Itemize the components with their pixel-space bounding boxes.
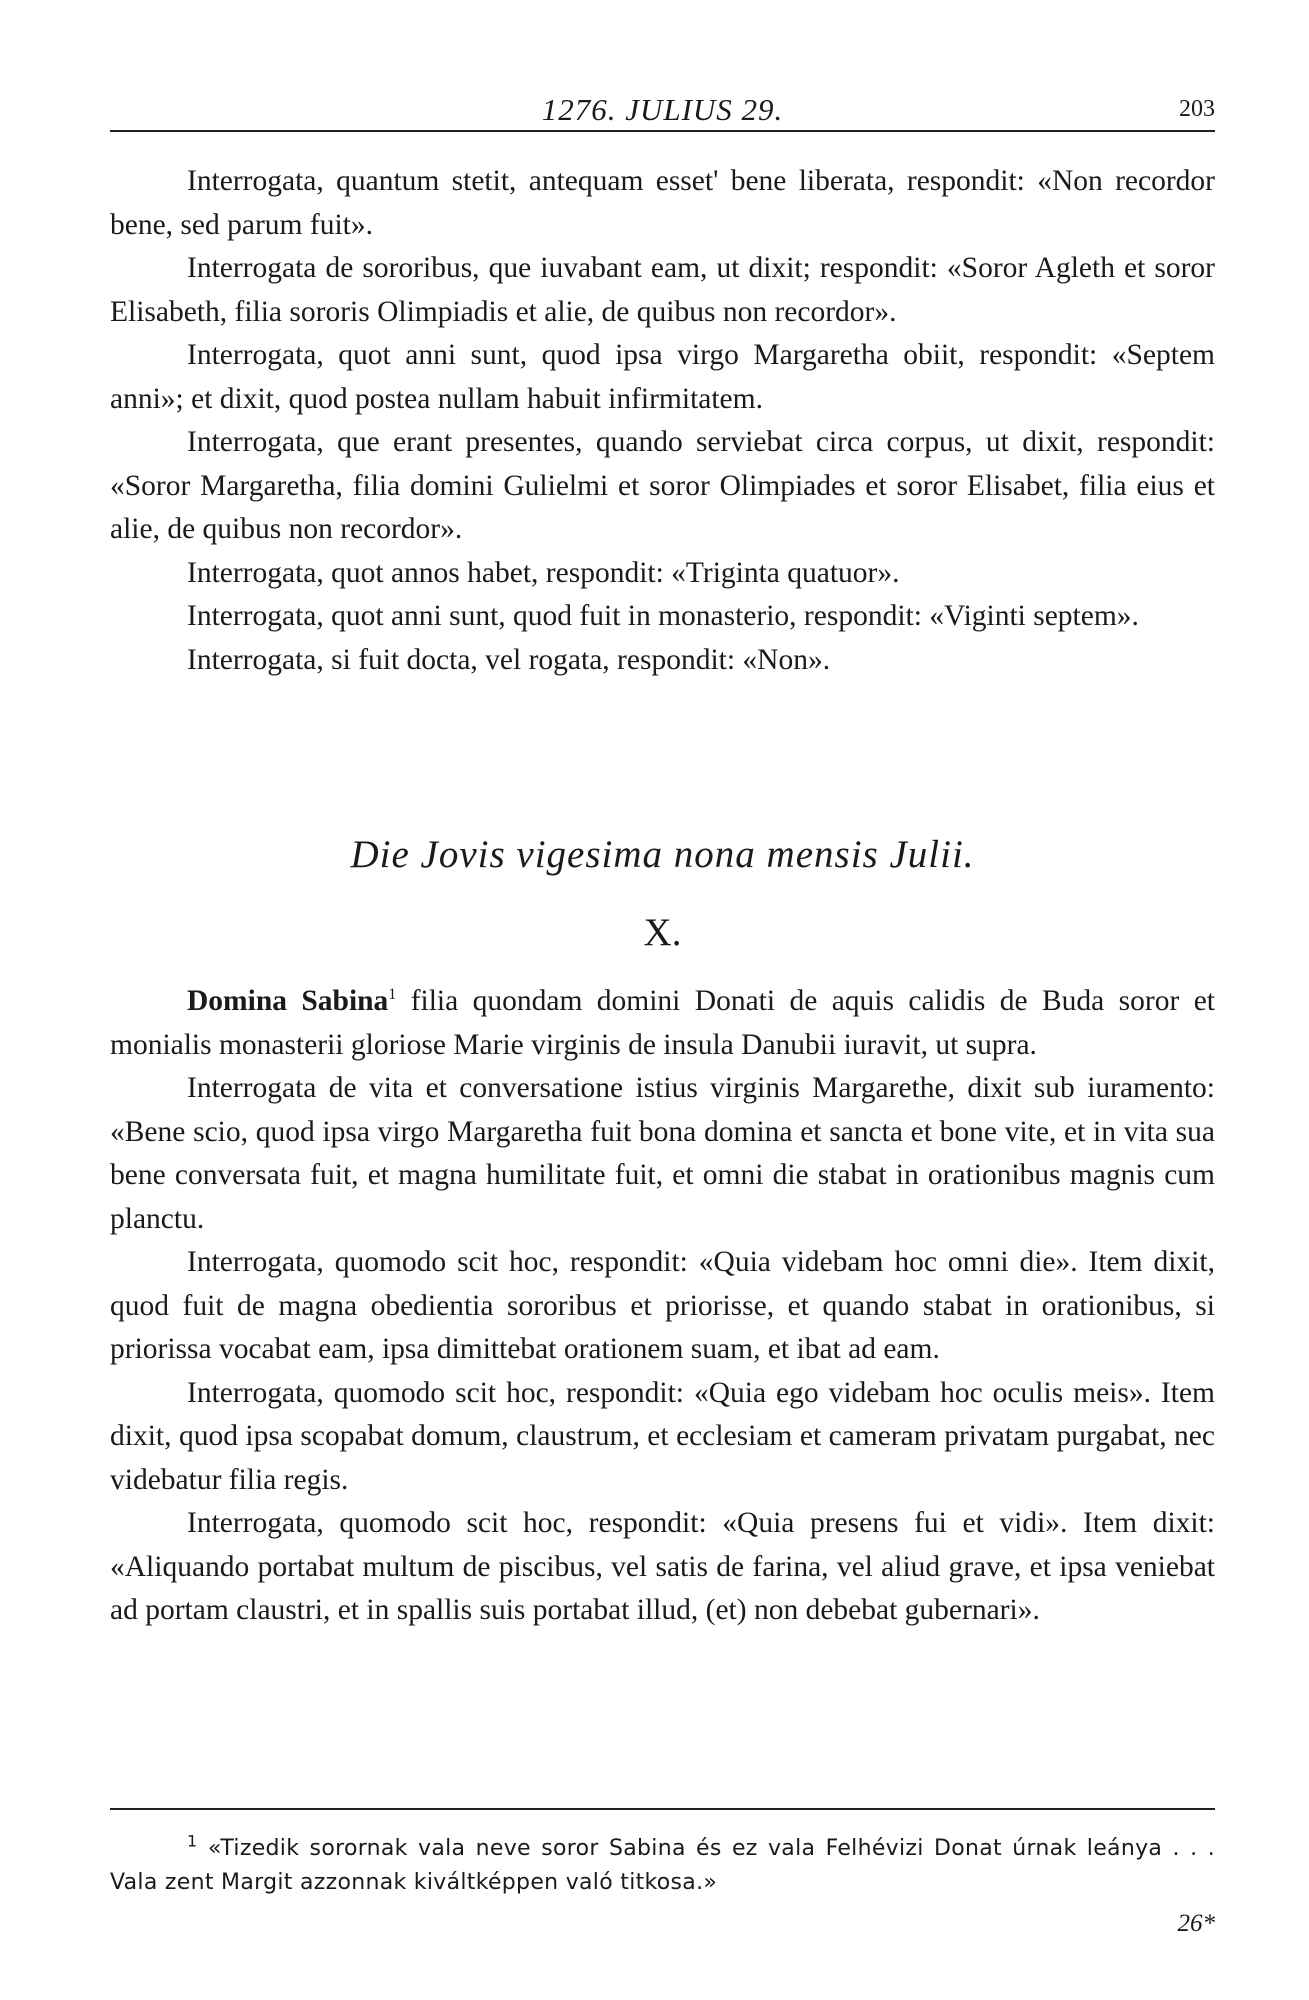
paragraph: Interrogata, quot anni sunt, quod ipsa virgo Margaretha obiit, respondit: «Septem anni»; et dixit, quod postea nullam habuit infirmitatem. bbox=[110, 339, 1215, 415]
footnote-text bbox=[110, 1832, 1215, 1900]
witness-name: Domina Sabina bbox=[187, 985, 389, 1017]
section-number: X. bbox=[643, 911, 682, 954]
paragraph: Interrogata, quantum stetit, antequam esset' bene liberata, respondit: «Non recordor bene, sed parum fuit». bbox=[110, 165, 1215, 241]
paragraph: Interrogata, quomodo scit hoc, respondit: «Quia ego videbam hoc oculis meis». Item dixit, quod ipsa scopabat domum, claustrum, et ecclesiam et cameram privatam purgabat, nec videbatur filia regis. bbox=[110, 1376, 1215, 1496]
paragraph: Interrogata, que erant presentes, quando serviebat circa corpus, ut dixit, respondit: «Soror Margaretha, filia domini Gulielmi et soror Olimpiades et soror Elisabet, filia eius et alie, de quibus non recordor». bbox=[110, 426, 1215, 545]
paragraph: Interrogata, quot annos habet, respondit: «Triginta quatuor». bbox=[187, 556, 900, 589]
paragraph: Interrogata, si fuit docta, vel rogata, respondit: «Non». bbox=[187, 643, 831, 676]
witness-intro bbox=[110, 980, 1215, 1067]
page-header bbox=[110, 92, 1215, 132]
paragraph: Interrogata de vita et conversatione istius virginis Margarethe, dixit sub iuramento: «Bene scio, quod ipsa virgo Margaretha fuit bona domina et sancta et bone vite, et in vita sua bene conversata fuit, et magna humilitate fuit, et omni die stabat in orationibus magnis cum planctu. bbox=[110, 1072, 1215, 1235]
signature-mark: 26* bbox=[1177, 1910, 1215, 1937]
footnote bbox=[110, 1832, 1215, 1900]
paragraph: Interrogata, quomodo scit hoc, respondit: «Quia videbam hoc omni die». Item dixit, quod fuit de magna obedientia sororibus et priorisse, et quando stabat in orationibus, si priorissa vocabat eam, ipsa dimittebat orationem suam, et ibat ad eam. bbox=[110, 1246, 1215, 1365]
witness-intro-text: filia quondam domini Donati de aquis calidis de Buda soror et monialis monasterii gloriose Marie virginis de insula Danubii iuravit, ut supra. bbox=[110, 985, 1215, 1061]
footnote-body: «Tizedik sorornak vala neve soror Sabina és ez vala Felhévizi Donat úrnak leánya . . . Vala zent Margit azzonnak kiváltképpen való titkosa.» bbox=[110, 1836, 1216, 1895]
running-title: 1276. JULIUS 29. bbox=[541, 92, 784, 127]
footnote-mark: 1 bbox=[187, 1831, 198, 1851]
section-heading: Die Jovis vigesima nona mensis Julii. bbox=[350, 833, 975, 876]
footnote-reference: 1 bbox=[388, 986, 397, 1004]
paragraph: Interrogata, quomodo scit hoc, respondit: «Quia presens fui et vidi». Item dixit: «Aliquando portabat multum de piscibus, vel satis de farina, vel aliud grave, et ipsa veniebat ad portam claustri, et in spallis suis portabat illud, (et) non debebat gubernari». bbox=[110, 1507, 1215, 1626]
page-number: 203 bbox=[1179, 96, 1215, 122]
paragraph: Interrogata de sororibus, que iuvabant eam, ut dixit; respondit: «Soror Agleth et soror Elisabeth, filia sororis Olimpiadis et alie, de quibus non recordor». bbox=[110, 252, 1215, 328]
paragraph: Interrogata, quot anni sunt, quod fuit in monasterio, respondit: «Viginti septem». bbox=[187, 600, 1139, 632]
body-text-bottom bbox=[110, 980, 1215, 1633]
footnote-divider bbox=[110, 1808, 1215, 1810]
body-text-top bbox=[110, 160, 1215, 682]
